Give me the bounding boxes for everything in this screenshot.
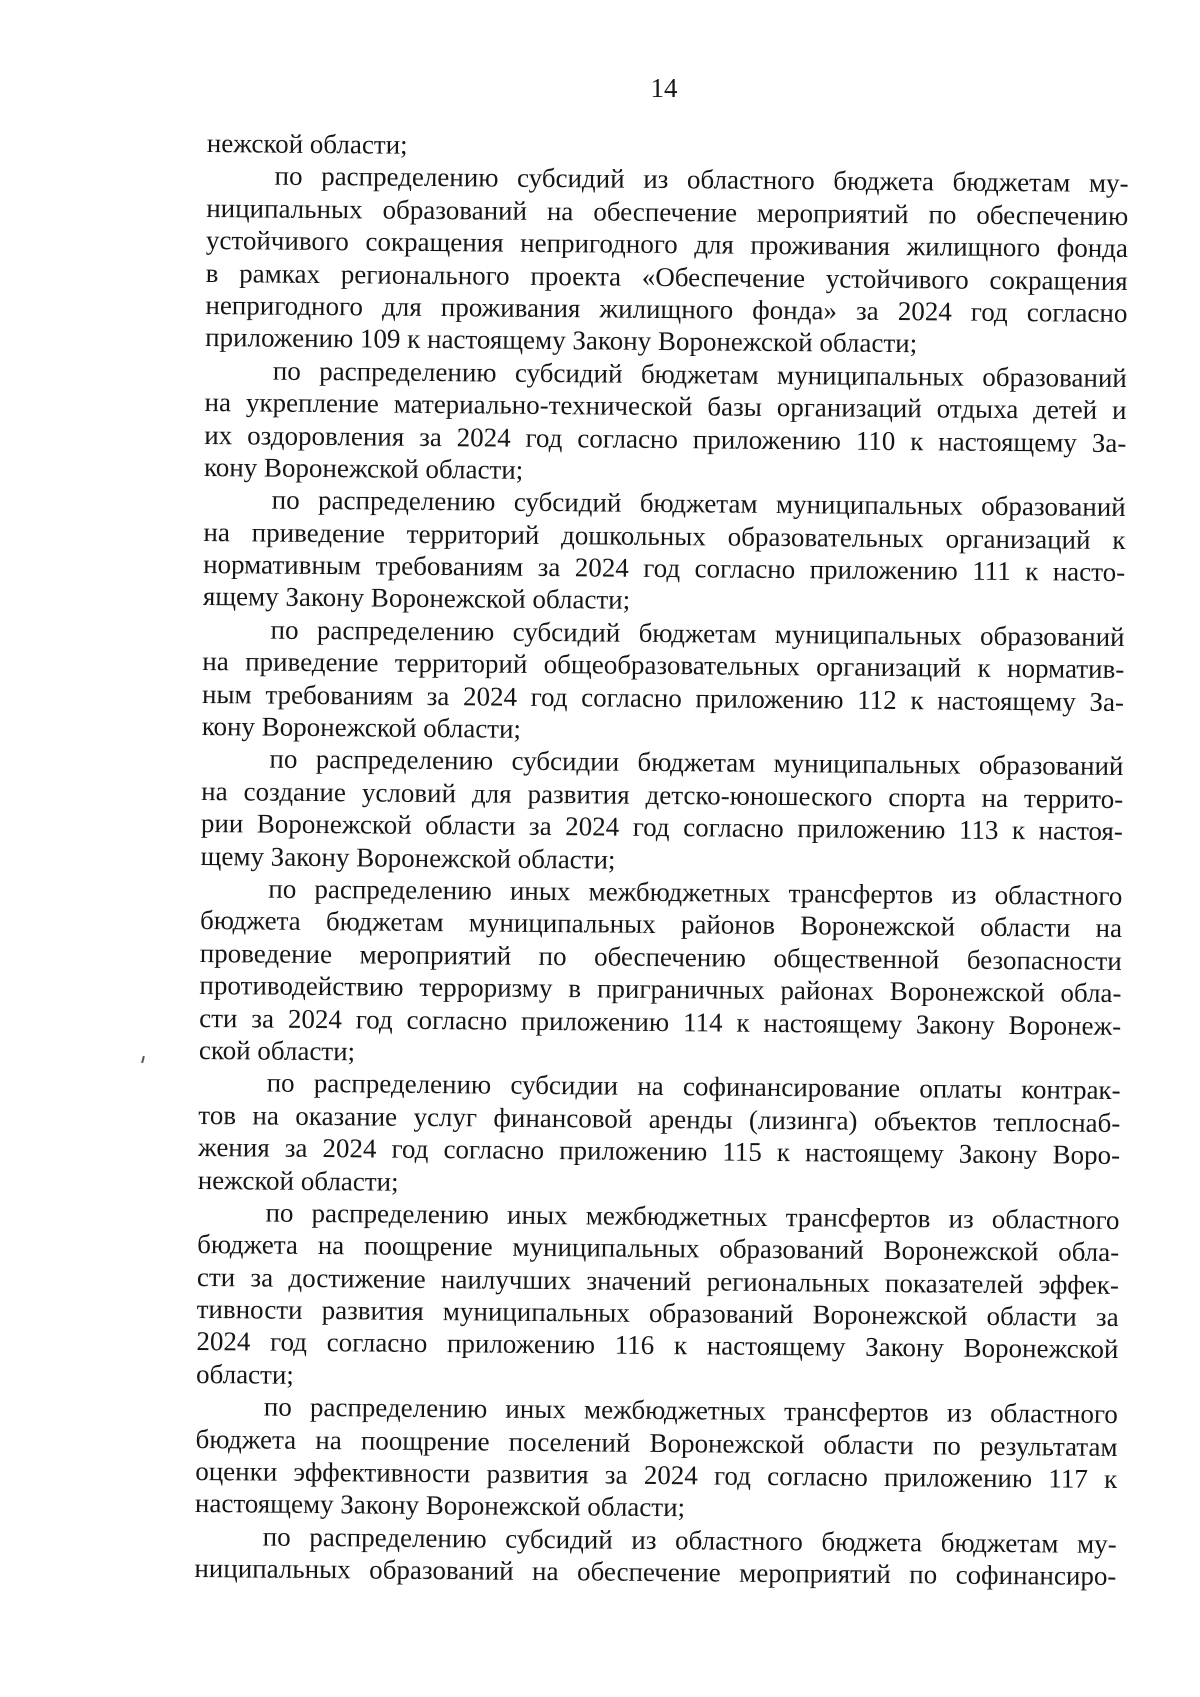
text-line: по распределению субсидий бюджетам муниципальных образований [270,614,1125,652]
text-line: по распределению иных межбюджетных трансфертов из областного [265,1197,1120,1235]
text-line: области; [195,1358,295,1390]
text-line: приложению 109 к настоящему Закону Воронежской области; [205,322,918,359]
text-line: по распределению иных межбюджетных трансфертов из областного [268,873,1123,912]
text-line: в рамках регионального проекта «Обеспечение устойчивого сокращения [205,257,1128,296]
text-line: бюджета на поощрение поселений Воронежской области по результатам [195,1423,1118,1462]
text-line: устойчивого сокращения непригодного для проживания жилищного фонда [205,225,1129,264]
text-line: жения за 2024 год согласно приложению 115 к настоящему Закону Воро- [197,1132,1121,1171]
text-line: на приведение территорий дошкольных образовательных организаций к [203,516,1126,555]
text-line: по распределению субсидий бюджетам муниципальных образований [271,484,1126,523]
text-line: непригодного для проживания жилищного фонда» за 2024 год согласно [205,289,1128,328]
text-line: бюджета бюджетам муниципальных районов Воронежской области на [199,905,1123,944]
text-line: проведение мероприятий по обеспечению общественной безопасности [199,937,1122,976]
text-line: на приведение территорий общеобразовательных организаций к норматив- [202,646,1125,685]
text-line: противодействию терроризму в приграничных районах Воронежской обла- [199,970,1122,1009]
text-line: 2024 год согласно приложению 116 к настоящему Закону Воронежской [196,1326,1119,1365]
text-line: по распределению субсидий бюджетам муниципальных образований [272,355,1127,393]
text-line: их оздоровления за 2024 год согласно приложению 110 к настоящему За- [204,419,1127,458]
text-line: ниципальных образований на обеспечение мероприятий по софинансиро- [194,1553,1117,1592]
page-number: 14 [650,73,678,103]
text-line: ниципальных образований на обеспечение мероприятий по обеспечению [206,192,1129,231]
text-line: нормативным требованиям за 2024 год согласно приложению 111 к насто- [203,549,1126,588]
text-line: по распределению субсидии на софинансирование оплаты контрак- [266,1067,1121,1106]
text-line: кону Воронежской области; [203,451,524,485]
text-line: оценки эффективности развития за 2024 год согласно приложению 117 к [195,1455,1118,1495]
text-line: по распределению субсидий из областного бюджета бюджетам му- [262,1521,1117,1559]
text-line: тивности развития муниципальных образований Воронежской области за [196,1294,1119,1333]
text-line: по распределению иных межбюджетных трансфертов из областного [263,1391,1118,1430]
text-line: тов на оказание услуг финансовой аренды (лизинга) объектов теплоснаб- [198,1099,1121,1138]
text-line: сти за 2024 год согласно приложению 114 к настоящему Закону Воронеж- [199,1002,1122,1041]
text-line: щему Закону Воронежской области; [200,840,616,875]
text-line: ящему Закону Воронежской области; [202,581,631,616]
text-line: сти за достижение наилучших значений региональных показателей эффек- [196,1261,1120,1300]
text-line: кону Воронежской области; [201,711,522,744]
text-line: нежской области; [206,127,408,160]
body-text [194,127,1129,1593]
text-line: рии Воронежской области за 2024 год согласно приложению 113 к настоя- [200,808,1124,847]
text-line: ской области; [198,1034,356,1067]
text-line: по распределению субсидий из областного бюджета бюджетам му- [274,160,1129,199]
text-line: настоящему Закону Воронежской области; [194,1488,686,1523]
text-line: на укрепление материально-технической базы организаций отдыха детей и [204,387,1127,426]
text-line: по распределению субсидии бюджетам муниципальных образований [269,743,1124,782]
text-line: нежской области; [197,1164,399,1197]
text-line: бюджета на поощрение муниципальных образований Воронежской обла- [197,1229,1120,1268]
text-line: на создание условий для развития детско-юношеского спорта на террито- [201,775,1124,814]
margin-speck [141,1056,145,1063]
text-line: ным требованиям за 2024 год согласно приложению 112 к настоящему За- [201,678,1125,717]
